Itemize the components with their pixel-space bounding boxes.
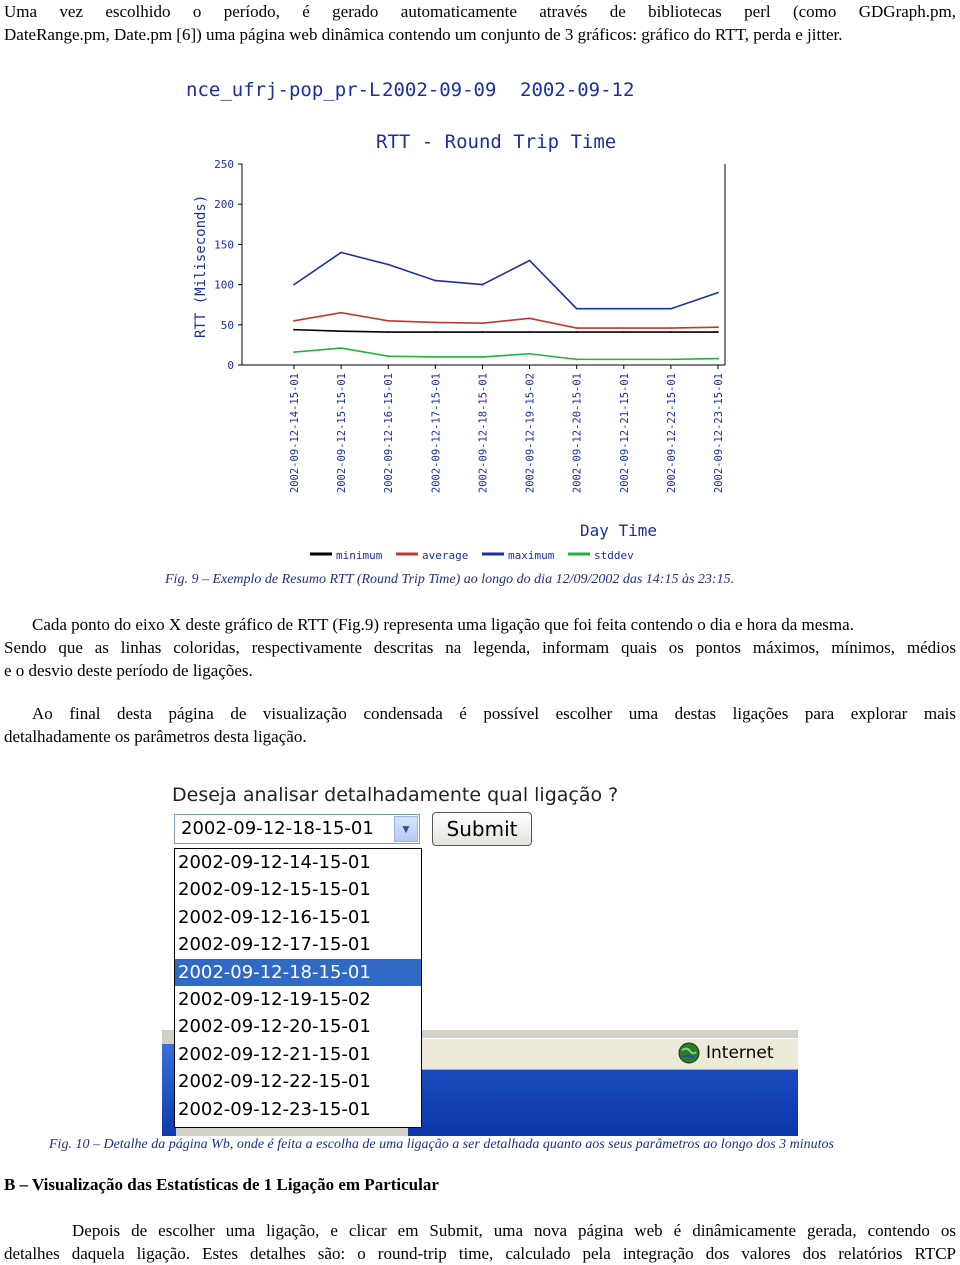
dropdown-option[interactable]: 2002-09-12-18-15-01 [175, 959, 421, 986]
dropdown-option[interactable]: 2002-09-12-14-15-01 [178, 852, 371, 873]
series-average-point-5 [529, 317, 531, 319]
globe-icon [678, 1042, 700, 1064]
fig10-text: – Detalhe da página Wb, onde é feita a escolha de uma ligação a ser detalhada quanto aos seus parâmetros ao longo dos 3 minutos [89, 1137, 834, 1152]
intro-line-2: DateRange.pm, Date.pm [6]) uma página web dinâmica contendo um conjunto de 3 gráficos: gráfico do RTT, perda e jitter. [4, 25, 843, 44]
section-heading: B – Visualização das Estatísticas de 1 Ligação em Particular [4, 1175, 439, 1194]
series-maximum-point-3 [434, 280, 436, 282]
x-tick-label-3: 2002-09-12-17-15-01 [430, 373, 443, 494]
para1-line-3: e o desvio deste período de ligações. [4, 661, 253, 680]
y-tick-label-0: 0 [227, 359, 234, 372]
series-average-point-2 [387, 320, 389, 322]
series-stddev-point-4 [482, 356, 484, 358]
dropdown-option[interactable]: 2002-09-12-15-15-01 [178, 879, 371, 901]
x-tick-label-0: 2002-09-12-14-15-01 [289, 373, 301, 494]
paragraph-1 [4, 613, 956, 682]
series-minimum-point-5 [529, 331, 531, 333]
series-minimum-point-3 [434, 331, 436, 333]
series-maximum-line [294, 252, 718, 308]
y-tick-label-1: 50 [220, 318, 234, 332]
legend-label-minimum: minimum [336, 549, 383, 562]
series-minimum-point-9 [717, 331, 719, 333]
ligacao-select[interactable] [174, 814, 420, 844]
chart-xlabel: Day Time [580, 521, 658, 540]
series-average-point-7 [623, 327, 625, 329]
dropdown-option[interactable]: 2002-09-12-19-15-02 [178, 988, 371, 1010]
rtt-chart-svg [180, 70, 760, 570]
series-average-point-9 [717, 326, 719, 328]
y-tick-label-2: 100 [214, 278, 234, 292]
rtt-chart [180, 70, 760, 570]
para3-line-2: detalhes daquela ligação. Estes detalhes são: o round-trip time, calculado pela integração dos valores dos relatórios RTCP [4, 1244, 956, 1263]
series-average-line [294, 313, 718, 328]
series-average-point-6 [576, 327, 578, 329]
series-minimum-point-4 [482, 331, 484, 333]
para2-line-1: Ao final desta página de visualização condensada é possível escolher uma destas ligações para explorar mais [32, 704, 956, 723]
series-minimum-point-2 [387, 331, 389, 333]
chart-plot [214, 158, 725, 493]
series-average-point-1 [340, 312, 342, 314]
fig10-label: Fig. 10 [49, 1137, 90, 1152]
series-stddev-point-2 [387, 355, 389, 357]
x-tick-label-7: 2002-09-12-21-15-01 [618, 373, 631, 494]
dropdown-option[interactable]: 2002-09-12-22-15-01 [178, 1071, 371, 1093]
series-maximum-point-6 [576, 308, 578, 310]
series-stddev-line [294, 348, 718, 359]
series-maximum-point-0 [293, 284, 295, 286]
browser-status-bar [408, 1038, 798, 1070]
x-tick-label-2: 2002-09-12-16-15-01 [383, 373, 396, 494]
intro-paragraph [4, 0, 956, 46]
y-tick-label-3: 150 [214, 238, 234, 252]
series-minimum-point-7 [623, 331, 625, 333]
dropdown-option[interactable]: 2002-09-12-23-15-01 [178, 1098, 371, 1120]
fig9-caption [165, 572, 734, 588]
para2-line-2: detalhadamente os parâmetros desta ligação. [4, 727, 307, 746]
series-stddev-point-3 [434, 356, 436, 358]
chart-ylabel: RTT (Miliseconds) [193, 194, 209, 338]
dropdown-option[interactable]: 2002-09-12-21-15-01 [178, 1043, 371, 1065]
paragraph-3 [4, 1219, 956, 1265]
intro-line-1: Uma vez escolhido o período, é gerado automaticamente através de bibliotecas perl (como GDGraph.pm, [4, 2, 956, 21]
legend-label-stddev: stddev [594, 549, 634, 562]
x-tick-label-9: 2002-09-12-23-15-01 [713, 373, 725, 494]
series-stddev-point-0 [293, 351, 295, 353]
series-minimum-point-0 [293, 329, 295, 331]
status-zone-label: Internet [706, 1043, 774, 1063]
ligacao-select-value: 2002-09-12-18-15-01 [181, 818, 374, 839]
x-tick-label-5: 2002-09-12-19-15-02 [524, 373, 537, 494]
chart-title: RTT - Round Trip Time [376, 131, 617, 153]
legend-label-average: average [422, 549, 469, 562]
series-average-point-0 [293, 320, 295, 322]
series-stddev-point-5 [529, 353, 531, 355]
fig9-label: Fig. 9 [165, 572, 199, 587]
x-tick-label-8: 2002-09-12-22-15-01 [665, 373, 678, 494]
series-stddev-point-8 [670, 358, 672, 360]
series-stddev-point-1 [340, 347, 342, 349]
fig9-text: – Exemplo de Resumo RTT (Round Trip Time) ao longo do dia 12/09/2002 das 14:15 às 23:15. [198, 572, 735, 587]
series-stddev-point-7 [623, 358, 625, 360]
series-maximum-point-1 [340, 252, 342, 254]
para1-line-2: Sendo que as linhas coloridas, respectivamente descritas na legenda, informam quais os pontos máximos, mínimos, médios [4, 638, 956, 657]
series-maximum-point-8 [670, 308, 672, 310]
ligacao-dropdown-list[interactable] [174, 848, 422, 1128]
fig10-caption [49, 1137, 834, 1153]
submit-button[interactable]: Submit [432, 812, 532, 846]
paragraph-2 [4, 702, 956, 748]
series-maximum-point-4 [482, 284, 484, 286]
series-average-point-3 [434, 321, 436, 323]
series-minimum-point-6 [576, 331, 578, 333]
series-maximum-point-9 [717, 292, 719, 294]
x-tick-label-6: 2002-09-12-20-15-01 [571, 373, 584, 494]
y-tick-label-5: 250 [214, 158, 234, 171]
chart-date-to: 2002-09-12 [520, 79, 635, 101]
dropdown-option[interactable]: 2002-09-12-17-15-01 [178, 934, 371, 956]
y-tick-label-4: 200 [214, 198, 234, 212]
chart-legend [310, 549, 634, 562]
series-stddev-point-6 [576, 358, 578, 360]
status-zone [678, 1042, 774, 1064]
legend-label-maximum: maximum [508, 549, 555, 562]
series-maximum-point-2 [387, 264, 389, 266]
chart-date-from: 2002-09-09 [382, 79, 497, 101]
chevron-down-icon[interactable]: ▼ [394, 816, 418, 842]
ligacao-selection-screenshot [162, 780, 798, 1136]
series-minimum-point-8 [670, 331, 672, 333]
x-tick-label-1: 2002-09-12-15-15-01 [336, 373, 349, 494]
chart-host: nce_ufrj-pop_pr-L [186, 79, 381, 101]
series-maximum-point-7 [623, 308, 625, 310]
para1-line-1: Cada ponto do eixo X deste gráfico de RTT (Fig.9) representa uma ligação que foi feita contendo o dia e hora da mesma. [32, 615, 854, 634]
series-maximum-point-5 [529, 260, 531, 262]
series-average-point-4 [482, 322, 484, 324]
dropdown-option[interactable]: 2002-09-12-20-15-01 [178, 1016, 371, 1038]
series-minimum-line [294, 330, 718, 332]
x-tick-label-4: 2002-09-12-18-15-01 [477, 373, 490, 494]
para3-line-1: Depois de escolher uma ligação, e clicar em Submit, uma nova página web é dinâmicamente gerada, contendo os [72, 1221, 956, 1240]
series-stddev-point-9 [717, 358, 719, 360]
series-average-point-8 [670, 327, 672, 329]
series-minimum-point-1 [340, 330, 342, 332]
dropdown-option[interactable]: 2002-09-12-16-15-01 [178, 906, 371, 928]
selection-question: Deseja analisar detalhadamente qual ligação ? [172, 784, 619, 806]
